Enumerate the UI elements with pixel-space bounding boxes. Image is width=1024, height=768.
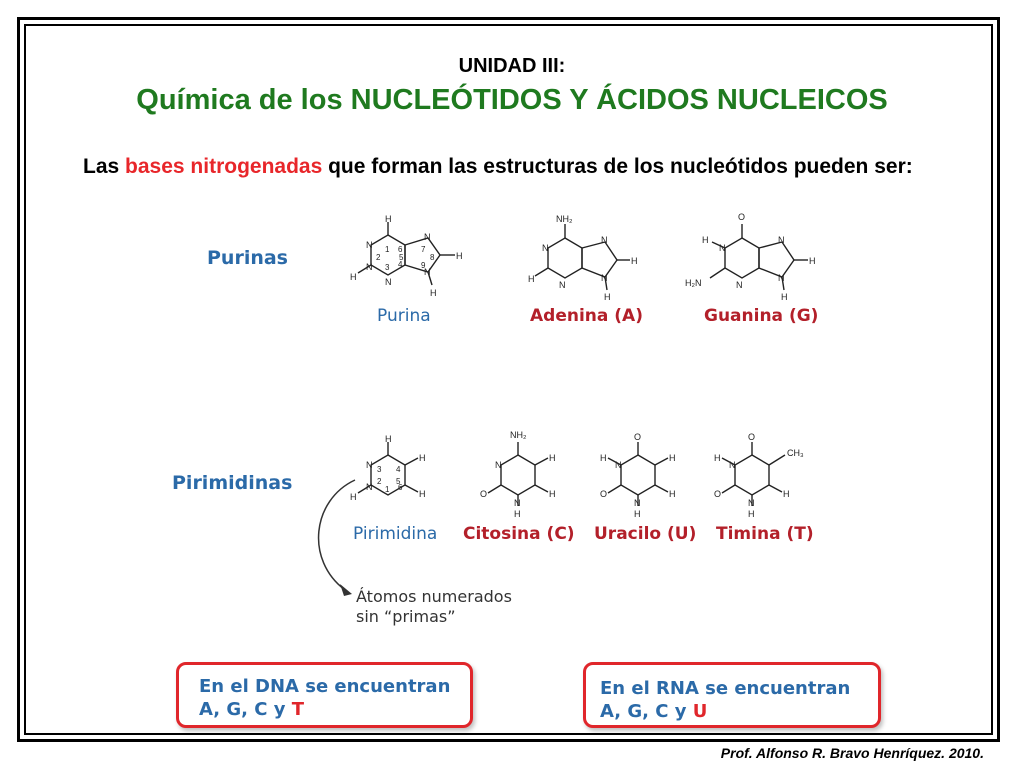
svg-text:N: N bbox=[748, 498, 755, 508]
adenine-structure bbox=[528, 214, 638, 302]
svg-text:1: 1 bbox=[385, 485, 390, 494]
svg-text:N: N bbox=[424, 267, 431, 277]
svg-text:H: H bbox=[809, 256, 816, 266]
adenine-label: Adenina (A) bbox=[530, 306, 643, 326]
pyrimidines-label: Pirimidinas bbox=[172, 472, 293, 494]
svg-text:H: H bbox=[456, 251, 463, 261]
note-line-1: Átomos numerados bbox=[356, 587, 512, 606]
svg-text:N: N bbox=[736, 280, 743, 290]
svg-text:N: N bbox=[615, 460, 622, 470]
svg-text:N: N bbox=[366, 482, 373, 492]
svg-text:3: 3 bbox=[377, 465, 382, 474]
rna-box-line-1: En el RNA se encuentran bbox=[600, 678, 851, 699]
svg-text:N: N bbox=[424, 232, 431, 242]
dna-box-line-1: En el DNA se encuentran bbox=[199, 676, 451, 697]
dna-box-thymine: T bbox=[291, 699, 305, 720]
svg-text:H: H bbox=[419, 489, 426, 499]
svg-text:H: H bbox=[430, 288, 437, 298]
guanine-structure bbox=[685, 212, 816, 302]
svg-text:N: N bbox=[542, 243, 549, 253]
svg-text:H: H bbox=[385, 214, 392, 224]
svg-text:N: N bbox=[601, 273, 608, 283]
svg-text:H: H bbox=[783, 489, 790, 499]
pyrimidine-structure bbox=[350, 434, 426, 502]
svg-text:O: O bbox=[714, 489, 722, 499]
svg-text:5: 5 bbox=[399, 253, 404, 262]
unit-title: UNIDAD III: bbox=[458, 55, 566, 77]
note-line-2: sin “primas” bbox=[356, 607, 456, 626]
svg-text:N: N bbox=[495, 460, 502, 470]
svg-text:N: N bbox=[634, 498, 641, 508]
svg-text:2: 2 bbox=[376, 253, 381, 262]
rna-box bbox=[583, 662, 881, 728]
svg-text:N: N bbox=[601, 235, 608, 245]
svg-text:N: N bbox=[366, 460, 373, 470]
svg-text:O: O bbox=[480, 489, 488, 499]
svg-text:9: 9 bbox=[421, 261, 426, 270]
dna-box-bases: A, G, C y bbox=[199, 699, 292, 720]
page-title: Química de los NUCLEÓTIDOS Y ÁCIDOS NUCLEICOS bbox=[136, 84, 888, 116]
thymine-structure bbox=[714, 432, 804, 519]
uracil-label: Uracilo (U) bbox=[594, 524, 697, 544]
svg-text:N: N bbox=[366, 240, 373, 250]
svg-text:N: N bbox=[778, 235, 785, 245]
svg-text:H: H bbox=[514, 509, 521, 519]
intro-highlight: bases nitrogenadas bbox=[125, 155, 323, 178]
svg-text:H: H bbox=[714, 453, 721, 463]
svg-text:4: 4 bbox=[398, 260, 403, 269]
purines-label: Purinas bbox=[207, 247, 288, 269]
svg-text:O: O bbox=[748, 432, 756, 442]
pyrimidine-label: Pirimidina bbox=[353, 524, 438, 544]
svg-text:H: H bbox=[549, 489, 556, 499]
svg-text:N: N bbox=[366, 262, 373, 272]
svg-text:6: 6 bbox=[398, 245, 403, 254]
svg-text:5: 5 bbox=[396, 477, 401, 486]
uracil-structure bbox=[600, 432, 676, 519]
rna-box-bases: A, G, C y bbox=[600, 701, 693, 722]
svg-text:H: H bbox=[748, 509, 755, 519]
svg-text:NH₂: NH₂ bbox=[510, 430, 527, 440]
intro-before: Las bbox=[83, 155, 126, 178]
svg-text:H: H bbox=[669, 489, 676, 499]
svg-text:H: H bbox=[781, 292, 788, 302]
numbering-note bbox=[356, 587, 512, 627]
svg-text:H₂N: H₂N bbox=[685, 278, 702, 288]
dna-box-line-2 bbox=[199, 698, 470, 721]
svg-text:H: H bbox=[528, 274, 535, 284]
purine-label: Purina bbox=[377, 306, 431, 326]
svg-text:N: N bbox=[778, 273, 785, 283]
thymine-label: Timina (T) bbox=[716, 524, 814, 544]
cytosine-structure bbox=[480, 430, 556, 519]
svg-text:8: 8 bbox=[430, 253, 435, 262]
svg-text:H: H bbox=[669, 453, 676, 463]
svg-text:3: 3 bbox=[385, 263, 390, 272]
svg-text:N: N bbox=[514, 498, 521, 508]
rna-box-line-2 bbox=[600, 700, 878, 723]
footer-credit: Prof. Alfonso R. Bravo Henríquez. 2010. bbox=[720, 745, 984, 761]
svg-text:4: 4 bbox=[396, 465, 401, 474]
svg-text:CH₃: CH₃ bbox=[787, 448, 804, 458]
svg-text:2: 2 bbox=[377, 477, 382, 486]
svg-text:N: N bbox=[719, 243, 726, 253]
svg-text:H: H bbox=[549, 453, 556, 463]
svg-text:1: 1 bbox=[385, 245, 390, 254]
rna-box-uracil: U bbox=[692, 701, 708, 722]
svg-text:N: N bbox=[559, 280, 566, 290]
svg-text:H: H bbox=[419, 453, 426, 463]
dna-box bbox=[176, 662, 473, 728]
intro-after: que forman las estructuras de los nucleótidos pueden ser: bbox=[322, 155, 913, 178]
svg-text:H: H bbox=[702, 235, 709, 245]
svg-text:H: H bbox=[634, 509, 641, 519]
svg-text:NH₂: NH₂ bbox=[556, 214, 573, 224]
svg-text:O: O bbox=[600, 489, 608, 499]
svg-text:H: H bbox=[350, 272, 357, 282]
svg-text:H: H bbox=[604, 292, 611, 302]
svg-text:N: N bbox=[385, 277, 392, 287]
svg-text:H: H bbox=[600, 453, 607, 463]
cytosine-label: Citosina (C) bbox=[463, 524, 575, 544]
svg-text:N: N bbox=[729, 460, 736, 470]
svg-text:6: 6 bbox=[398, 483, 403, 492]
svg-text:7: 7 bbox=[421, 245, 426, 254]
svg-text:H: H bbox=[631, 256, 638, 266]
purine-structure bbox=[350, 214, 463, 298]
svg-text:O: O bbox=[738, 212, 746, 222]
svg-text:O: O bbox=[634, 432, 642, 442]
svg-text:H: H bbox=[350, 492, 357, 502]
svg-text:H: H bbox=[385, 434, 392, 444]
guanine-label: Guanina (G) bbox=[704, 306, 819, 326]
